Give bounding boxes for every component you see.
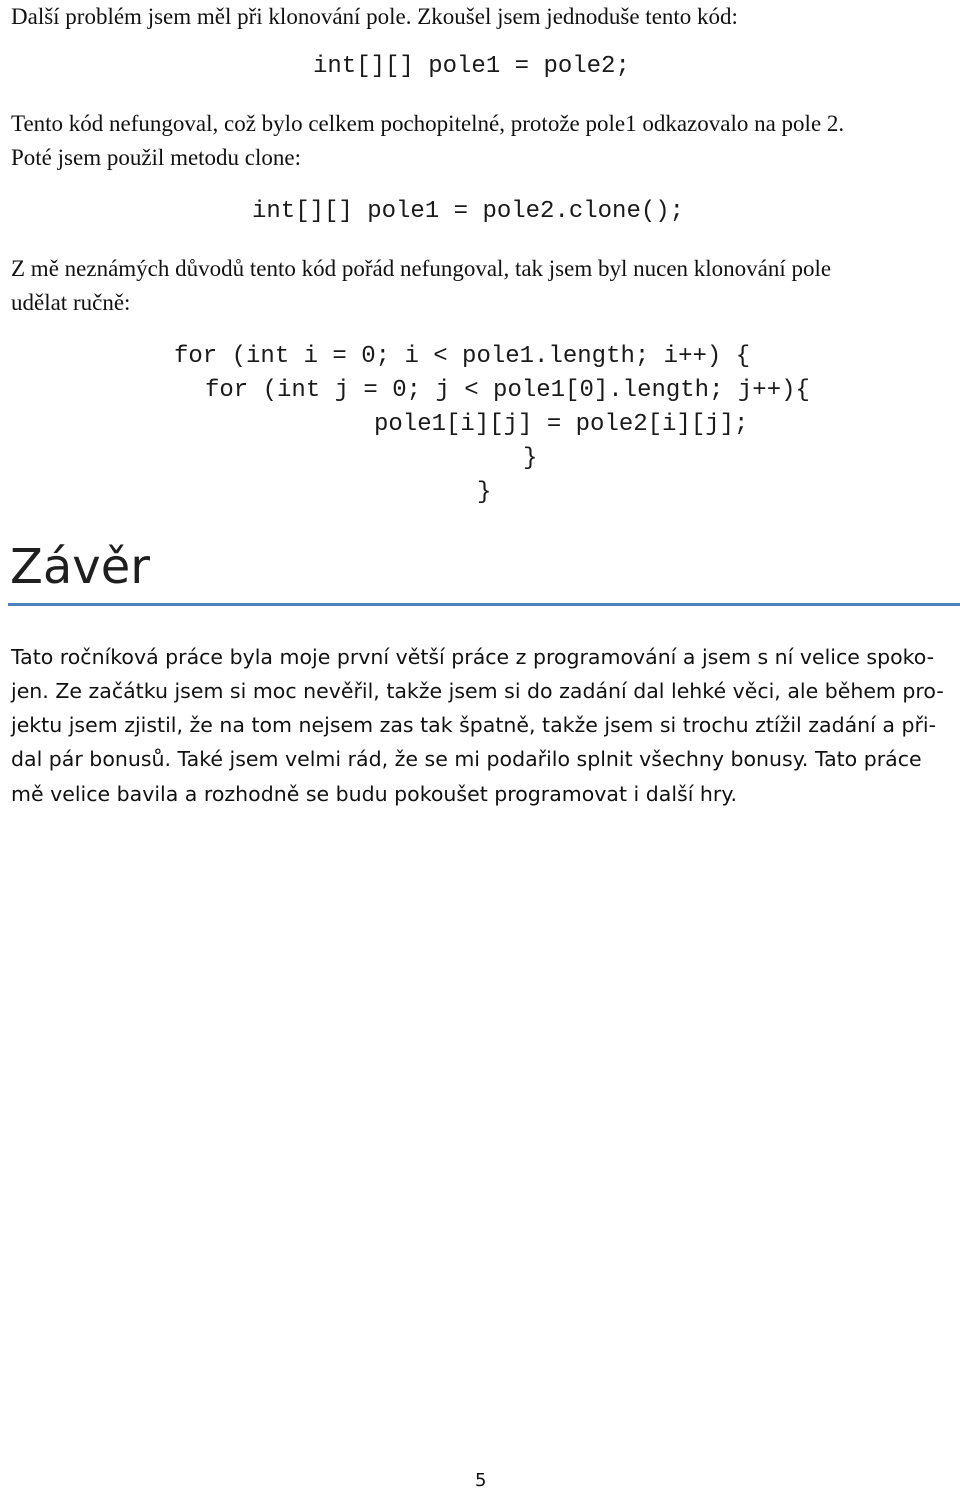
- heading-underline-rule: [8, 603, 960, 606]
- conclusion-line-3: jektu jsem zjistil, že na tom nejsem zas tak špatně, takže jsem si trochu ztížil zadání a při-: [11, 713, 936, 737]
- code-snippet-clone: int[][] pole1 = pole2.clone();: [252, 198, 685, 225]
- code-line-outer-close: }: [477, 479, 492, 506]
- intro-text-line-1: Další problém jsem měl při klonování pole. Zkoušel jsem jednoduše tento kód:: [11, 4, 738, 29]
- section-heading-conclusion: Závěr: [10, 539, 150, 595]
- conclusion-line-2: jen. Ze začátku jsem si moc nevěřil, takže jsem si do zadání dal lehké věci, ale během pro-: [11, 679, 944, 703]
- intro-text-line-5: udělat ručně:: [11, 290, 131, 315]
- code-snippet-assignment: int[][] pole1 = pole2;: [313, 53, 630, 80]
- code-line-inner-for: for (int j = 0; j < pole1[0].length; j++){: [205, 377, 810, 404]
- conclusion-line-4: dal pár bonusů. Také jsem velmi rád, že se mi podařilo splnit všechny bonusy. Tato práce: [11, 747, 922, 771]
- conclusion-line-5: mě velice bavila a rozhodně se budu pokoušet programovat i další hry.: [11, 782, 738, 806]
- code-line-inner-close: }: [523, 445, 538, 472]
- code-line-outer-for: for (int i = 0; i < pole1.length; i++) {: [174, 343, 751, 370]
- page-number: 5: [475, 1470, 487, 1491]
- intro-text-line-4: Z mě neznámých důvodů tento kód pořád nefungoval, tak jsem byl nucen klonování pole: [11, 256, 832, 281]
- intro-text-line-2: Tento kód nefungoval, což bylo celkem pochopitelné, protože pole1 odkazovalo na pole 2.: [11, 111, 845, 136]
- code-line-assignment: pole1[i][j] = pole2[i][j];: [374, 411, 749, 438]
- intro-text-line-3: Poté jsem použil metodu clone:: [11, 145, 302, 170]
- conclusion-line-1: Tato ročníková práce byla moje první větší práce z programování a jsem s ní velice spoko-: [11, 645, 935, 669]
